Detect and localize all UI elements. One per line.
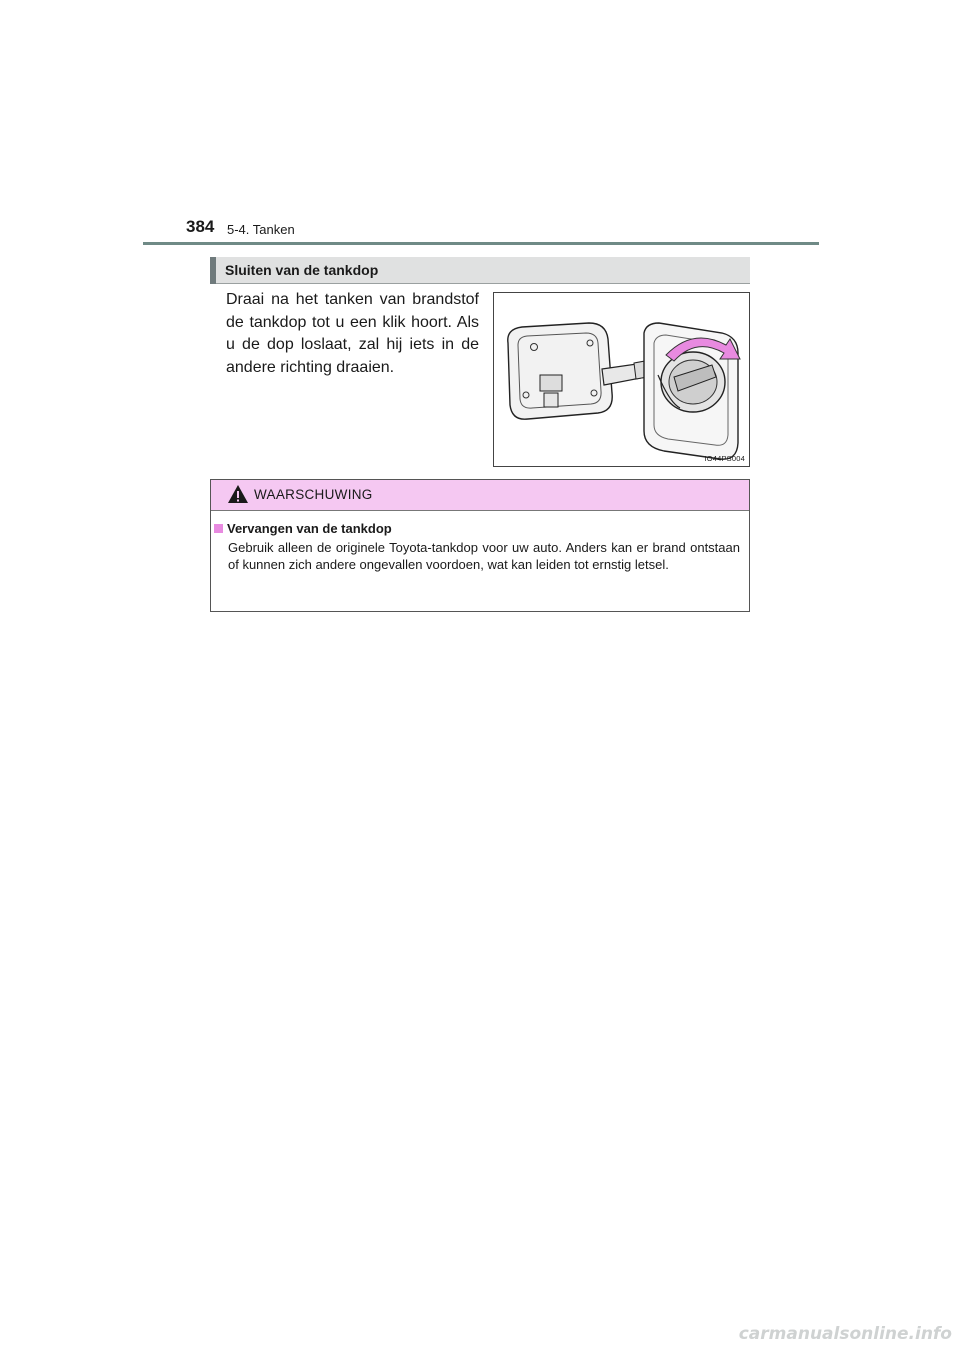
warning-triangle-icon [227, 484, 249, 504]
page-number: 384 [186, 217, 215, 236]
section-bar [210, 257, 750, 284]
section-bar-accent [210, 257, 216, 284]
footer-watermark: carmanualsonline.info [738, 1324, 952, 1344]
warning-item-title [211, 521, 392, 536]
section-title: Sluiten van de tankdop [225, 262, 379, 278]
warning-box [210, 479, 750, 612]
warning-item-title-text: Vervangen van de tankdop [227, 521, 392, 536]
header-rule [143, 242, 819, 245]
warning-header [211, 480, 749, 511]
figure-code: IO44PS004 [704, 454, 745, 463]
fuel-cap-figure [493, 292, 750, 467]
bullet-square-icon [214, 524, 223, 533]
chapter-title: 5-4. Tanken [227, 222, 295, 237]
fuel-cap-illustration [494, 293, 749, 466]
warning-item-text: Gebruik alleen de originele Toyota-tankdop voor uw auto. Anders kan er brand ontstaan of kunnen zich andere ongevallen voordoen, wat kan leiden tot ernstig letsel. [228, 540, 740, 572]
warning-label: WAARSCHUWING [254, 487, 373, 502]
section-body-text: Draai na het tanken van brandstof de tankdop tot u een klik hoort. Als u de dop loslaat, zal hij iets in de andere richting draaien. [226, 291, 479, 376]
